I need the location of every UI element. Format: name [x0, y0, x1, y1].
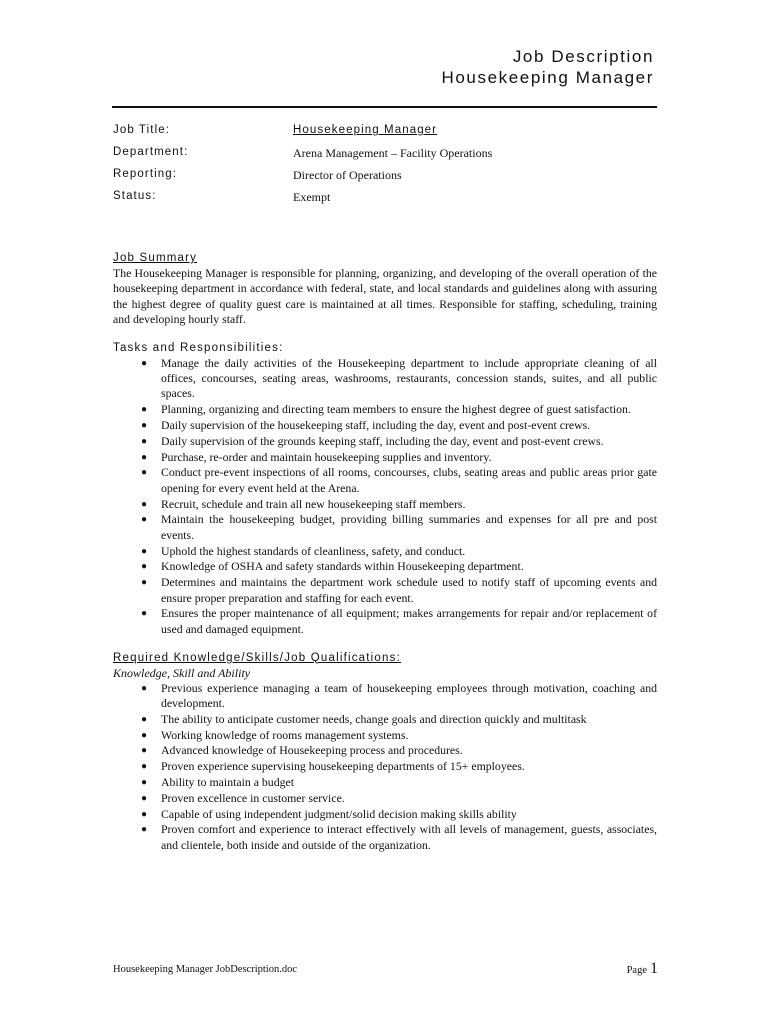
- bullet-icon: ●: [141, 514, 148, 526]
- info-value: Director of Operations: [293, 168, 402, 182]
- list-item: ● Daily supervision of the housekeeping staff, including the day, event and post-event crews.: [141, 418, 591, 433]
- title-line-2: Housekeeping Manager: [441, 68, 654, 87]
- document-body: [113, 251, 657, 854]
- list-item: ● Ensures the proper maintenance of all equipment; makes arrangements for repair and/or replacement of used and damaged equipment.: [141, 606, 657, 636]
- bullet-icon: ●: [141, 682, 148, 694]
- info-row-reporting: [113, 168, 658, 190]
- bullet-icon: ●: [141, 498, 148, 510]
- info-label: Department:: [113, 146, 189, 158]
- list-item: ● Ability to maintain a budget: [141, 775, 295, 790]
- bullet-icon: ●: [141, 713, 148, 725]
- summary-text: The Housekeeping Manager is responsible for planning, organizing, and developing of the overall operation of the housekeeping department in accordance with federal, state, and local standards and guidelines along with assuring the highest degree of quality guest care is maintained at all times. Responsible for staffing, scheduling, training and developing hourly staff.: [113, 266, 657, 327]
- list-item: ● Determines and maintains the department work schedule used to notify staff of upcoming events and ensure proper preparation and staffing for each event.: [141, 575, 657, 605]
- bullet-icon: ●: [141, 777, 148, 789]
- bullet-icon: ●: [141, 761, 148, 773]
- footer-filename: Housekeeping Manager JobDescription.doc: [113, 964, 297, 975]
- list-item: ● Maintain the housekeeping budget, providing billing summaries and expenses for all pre and post events.: [141, 512, 657, 542]
- bullet-icon: ●: [141, 404, 148, 416]
- list-item: ● Proven comfort and experience to interact effectively with all levels of management, guests, associates, and clientele, both inside and outside of the organization.: [141, 822, 657, 852]
- list-item: ● Uphold the highest standards of cleanliness, safety, and conduct.: [141, 543, 466, 558]
- qualifications-subheading: Knowledge, Skill and Ability: [113, 665, 251, 680]
- page-number: 1: [650, 960, 658, 977]
- info-row-job-title: [113, 124, 658, 146]
- bullet-icon: ●: [141, 451, 148, 463]
- bullet-icon: ●: [141, 729, 148, 741]
- bullet-icon: ●: [141, 577, 148, 589]
- list-item: ● Purchase, re-order and maintain housekeeping supplies and inventory.: [141, 449, 492, 464]
- qualifications-list: [113, 681, 657, 854]
- list-item: ● Previous experience managing a team of housekeeping employees through motivation, coaching and development.: [141, 680, 657, 711]
- list-item: ● Planning, organizing and directing team members to ensure the highest degree of guest satisfaction.: [141, 402, 631, 417]
- info-value: Housekeeping Manager: [293, 124, 438, 136]
- list-item: ● Conduct pre-event inspections of all rooms, concourses, clubs, seating areas and public areas prior gate opening for every event held at the Arena.: [141, 465, 657, 495]
- list-item: ● Proven excellence in customer service.: [141, 790, 345, 805]
- tasks-list: [113, 356, 657, 638]
- title-line-1: Job Description: [512, 47, 654, 66]
- info-label: Reporting:: [113, 168, 178, 180]
- bullet-icon: ●: [141, 808, 148, 820]
- list-item: ● Capable of using independent judgment/solid decision making skills ability: [141, 806, 517, 821]
- footer-page: [627, 960, 658, 978]
- info-label: Status:: [113, 190, 157, 202]
- bullet-icon: ●: [141, 545, 148, 557]
- list-item: ● Advanced knowledge of Housekeeping process and procedures.: [141, 743, 463, 758]
- job-info-table: [113, 124, 658, 212]
- bullet-icon: ●: [141, 420, 148, 432]
- list-item: ● Manage the daily activities of the Housekeeping department to include appropriate cleaning of all offices, concourses, seating areas, washrooms, restaurants, concession stands, suites, and all public spaces.: [141, 355, 657, 401]
- bullet-icon: ●: [141, 824, 148, 836]
- list-item: ● Working knowledge of rooms management systems.: [141, 727, 409, 742]
- bullet-icon: ●: [141, 435, 148, 447]
- page-label: Page: [626, 965, 647, 976]
- bullet-icon: ●: [141, 561, 148, 573]
- bullet-icon: ●: [141, 608, 148, 620]
- bullet-icon: ●: [141, 792, 148, 804]
- qualifications-heading: Required Knowledge/Skills/Job Qualifications:: [113, 651, 401, 664]
- bullet-icon: ●: [141, 467, 148, 479]
- summary-heading: Job Summary: [113, 252, 198, 264]
- tasks-heading: Tasks and Responsibilities:: [113, 341, 284, 354]
- bullet-icon: ●: [141, 357, 148, 369]
- header-rule: [112, 106, 657, 108]
- page-footer: [113, 960, 658, 980]
- list-item: ● Knowledge of OSHA and safety standards within Housekeeping department.: [141, 559, 524, 574]
- info-label: Job Title:: [113, 124, 171, 136]
- info-value: Exempt: [293, 190, 331, 204]
- info-row-status: [113, 190, 658, 212]
- info-value: Arena Management – Facility Operations: [293, 146, 493, 160]
- list-item: ● Daily supervision of the grounds keeping staff, including the day, event and post-event crews.: [141, 433, 604, 448]
- list-item: ● Recruit, schedule and train all new housekeeping staff members.: [141, 496, 466, 511]
- list-item: ● Proven experience supervising housekeeping departments of 15+ employees.: [141, 759, 525, 774]
- list-item: ● The ability to anticipate customer needs, change goals and direction quickly and multitask: [141, 711, 587, 726]
- info-row-department: [113, 146, 658, 168]
- document-title: [441, 46, 654, 88]
- bullet-icon: ●: [141, 745, 148, 757]
